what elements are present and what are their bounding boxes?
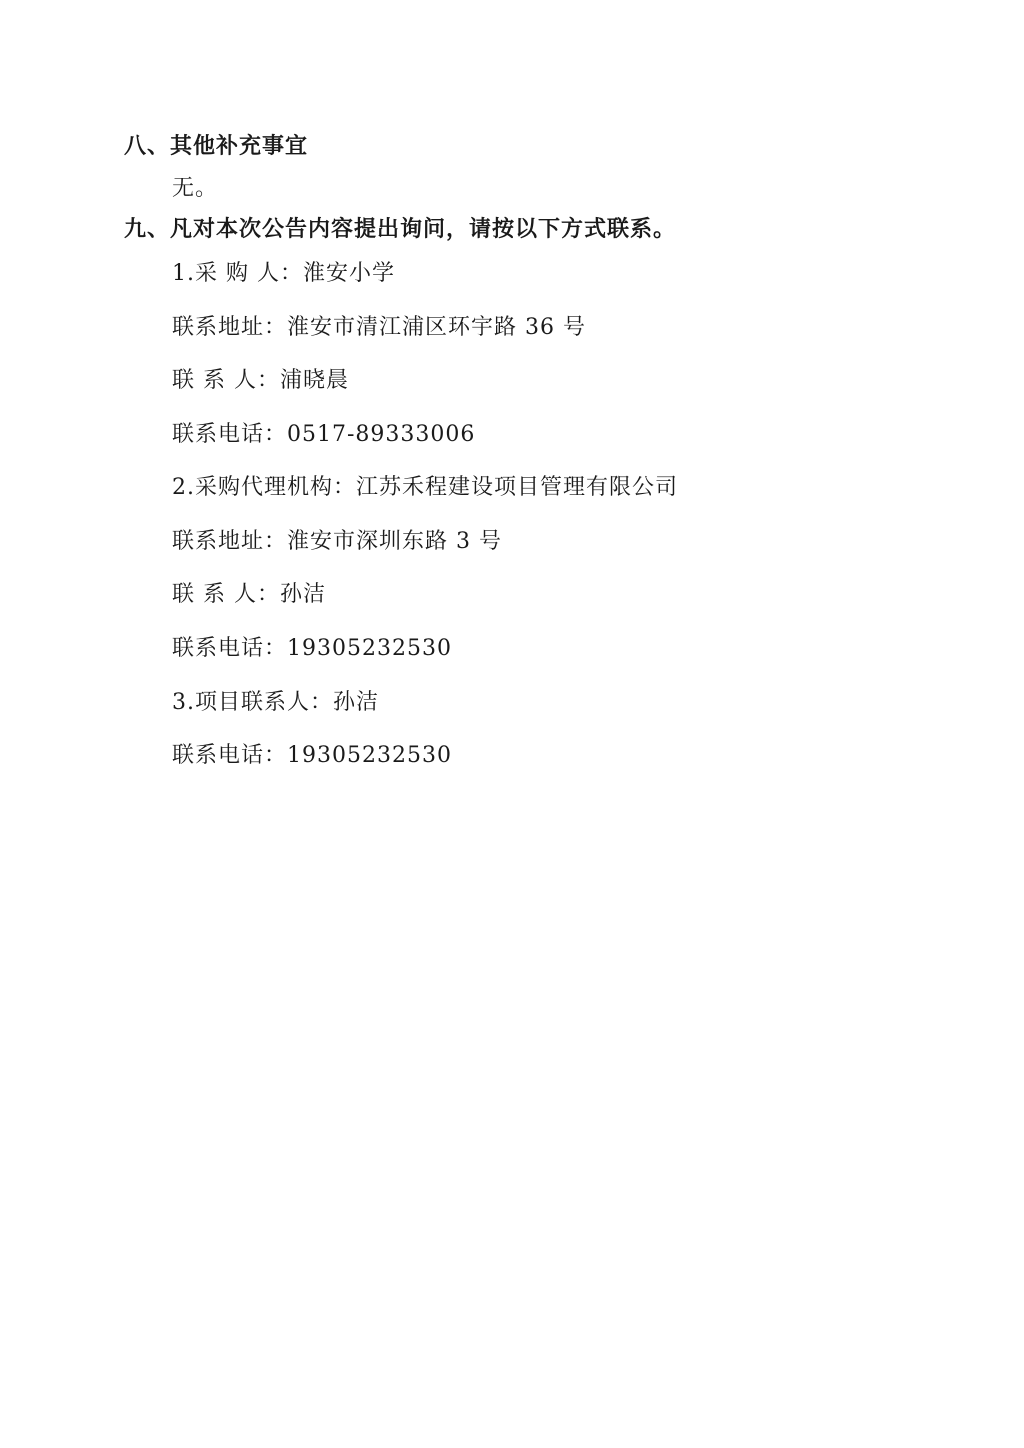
agency-address: 联系地址：淮安市深圳东路 3 号	[172, 529, 502, 554]
agency-line: 2.采购代理机构：江苏禾程建设项目管理有限公司	[172, 475, 678, 500]
section-8-heading: 八、其他补充事宜	[124, 134, 309, 159]
project-contact-phone: 联系电话：19305232530	[172, 743, 452, 768]
agency-contact: 联 系 人：孙洁	[172, 582, 326, 607]
purchaser-address: 联系地址：淮安市清江浦区环宇路 36 号	[172, 315, 586, 340]
project-contact-line: 3.项目联系人：孙洁	[172, 690, 379, 715]
purchaser-contact: 联 系 人：浦晓晨	[172, 368, 349, 393]
purchaser-line: 1.采 购 人：淮安小学	[172, 261, 395, 286]
section-8-content: 无。	[172, 176, 219, 201]
section-9-heading: 九、凡对本次公告内容提出询问，请按以下方式联系。	[124, 217, 677, 242]
purchaser-phone: 联系电话：0517-89333006	[172, 422, 476, 447]
agency-phone: 联系电话：19305232530	[172, 636, 452, 661]
